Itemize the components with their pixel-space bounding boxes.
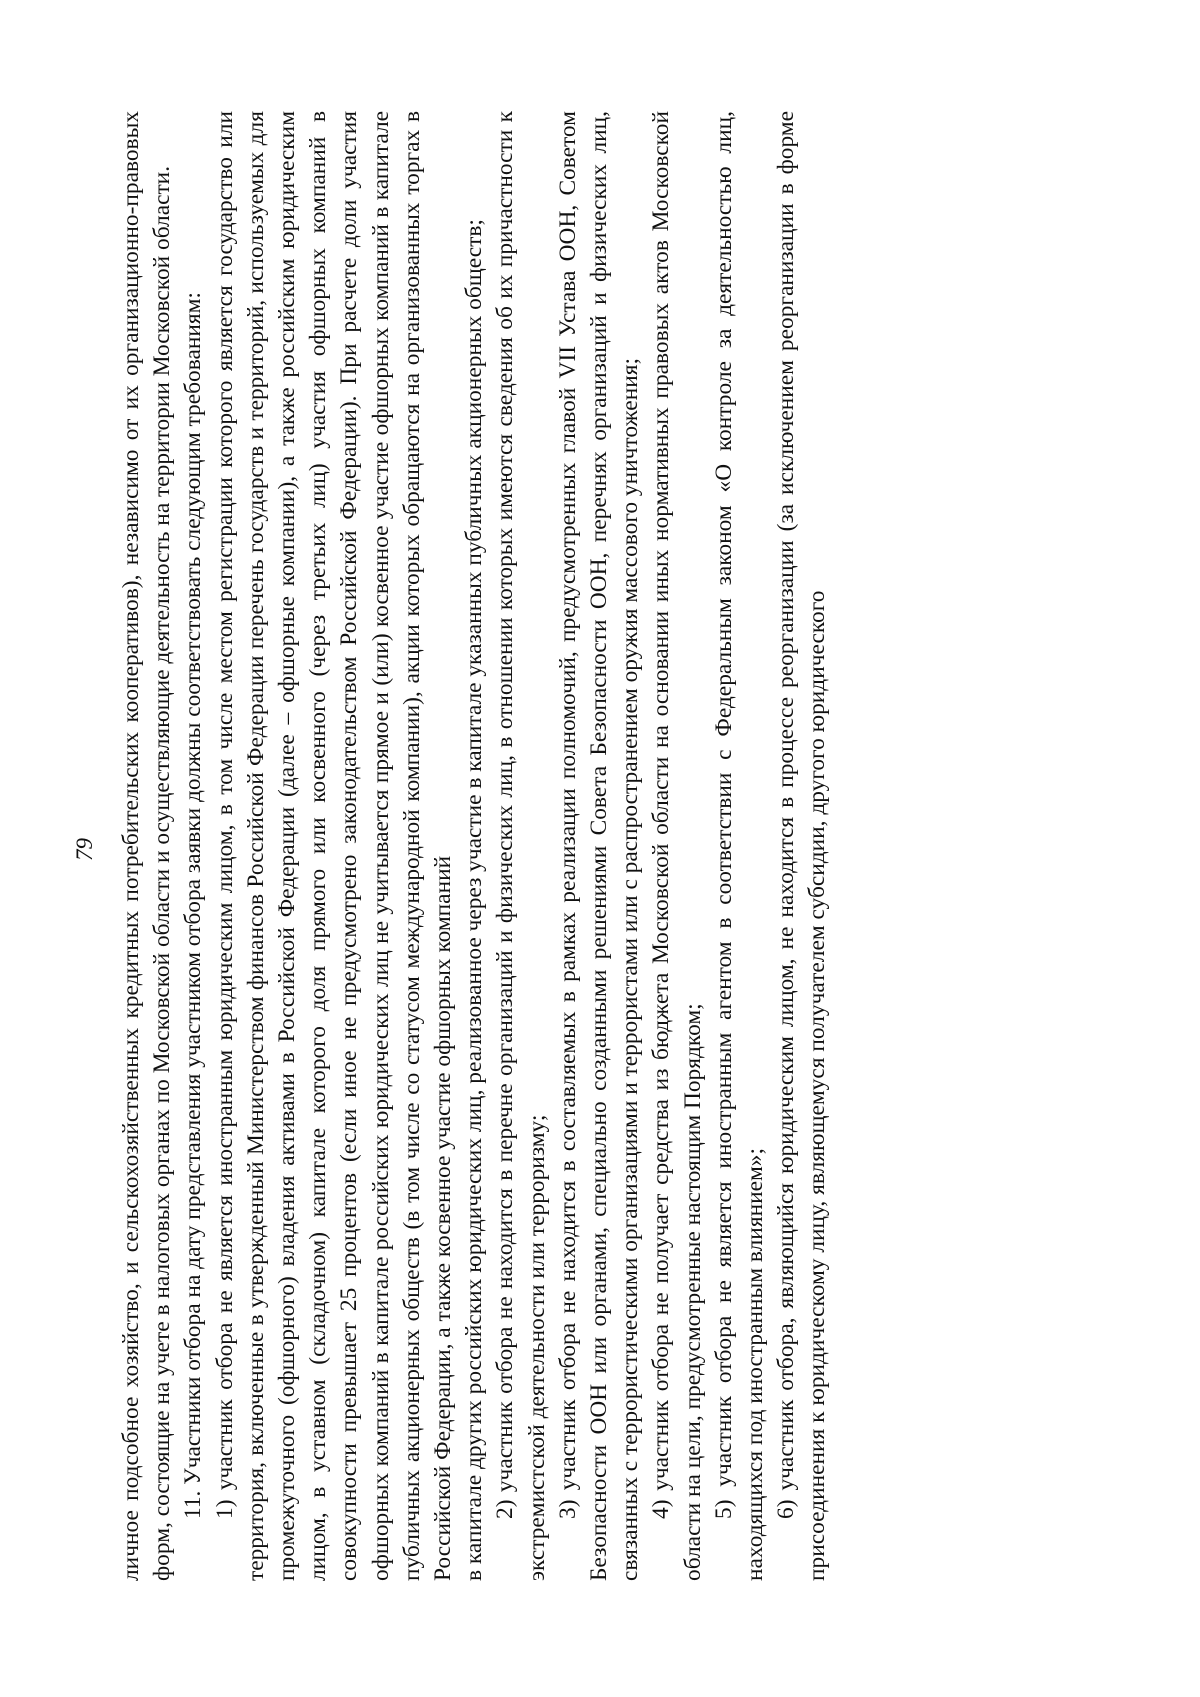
paragraph-subitem-6: 6) участник отбора, являющийся юридическим лицом, не находится в процессе реорганизации (за исключением реорганизации в форме присоединения к юридическому лицу, являющемуся получателем субсидии, другого юридического bbox=[773, 111, 831, 1581]
paragraph-subitem-1: 1) участник отбора не является иностранным юридическим лицом, в том числе местом регистрации которого является государство или территория, включенные в утвержденный Министерством финансов Российской Федерации перечень государств и территорий, используемых для промежуточного (офшорного) владения активами в Российской Федерации (далее – офшорные компании), а также российским юридическим лицом, в уставном (складочном) капитале которого доля прямого или косвенного (через третьих лиц) участия офшорных компаний в совокупности превышает 25 процентов (если иное не предусмотрено законодательством Российской Федерации). При расчете доли участия офшорных компаний в капитале российских юридических лиц не учитывается прямое и (или) косвенное участие офшорных компаний в капитале публичных акционерных обществ (в том числе со статусом международной компании), акции которых обращаются на организованных торгах в Российской Федерации, а также косвенное участие офшорных компаний bbox=[211, 111, 457, 1581]
paragraph-subitem-3: 3) участник отбора не находится в составляемых в рамках реализации полномочий, предусмотренных главой VII Устава ООН, Советом Безопасности ООН или органами, специально созданными решениями Совета Безопасности ООН, перечнях организаций и физических лиц, связанных с террористическими организациями и террористами или с распространением оружия массового уничтожения; bbox=[554, 111, 644, 1581]
paragraph-subitem-4: 4) участник отбора не получает средства из бюджета Московской области на основании иных нормативных правовых актов Московской области на цели, предусмотренные настоящим Порядком; bbox=[648, 111, 706, 1581]
page-number: 79 bbox=[72, 838, 97, 861]
paragraph-continuation: личное подсобное хозяйство, и сельскохозяйственных кредитных потребительских кооперативов), независимо от их организационно-правовых форм, состоящие на учете в налоговых органах по Московской области и осуществляющие деятельность на территории Московской области. bbox=[118, 111, 176, 1581]
paragraph-subitem-5: 5) участник отбора не является иностранным агентом в соответствии с Федеральным законом «О контроле за деятельностью лиц, находящихся под иностранным влиянием»; bbox=[710, 111, 769, 1581]
paragraph-subitem-2: 2) участник отбора не находится в перечне организаций и физических лиц, в отношении которых имеются сведения об их причастности к экстремистской деятельности или терроризму; bbox=[492, 111, 550, 1581]
document-body bbox=[116, 111, 834, 1581]
paragraph-item-11: 11. Участники отбора на дату представления участником отбора заявки должны соответствовать следующим требованиям: bbox=[180, 292, 207, 1519]
paragraph-subitem-1-continuation: в капитале других российских юридических лиц, реализованное через участие в капитале указанных публичных акционерных обществ; bbox=[461, 219, 488, 1581]
